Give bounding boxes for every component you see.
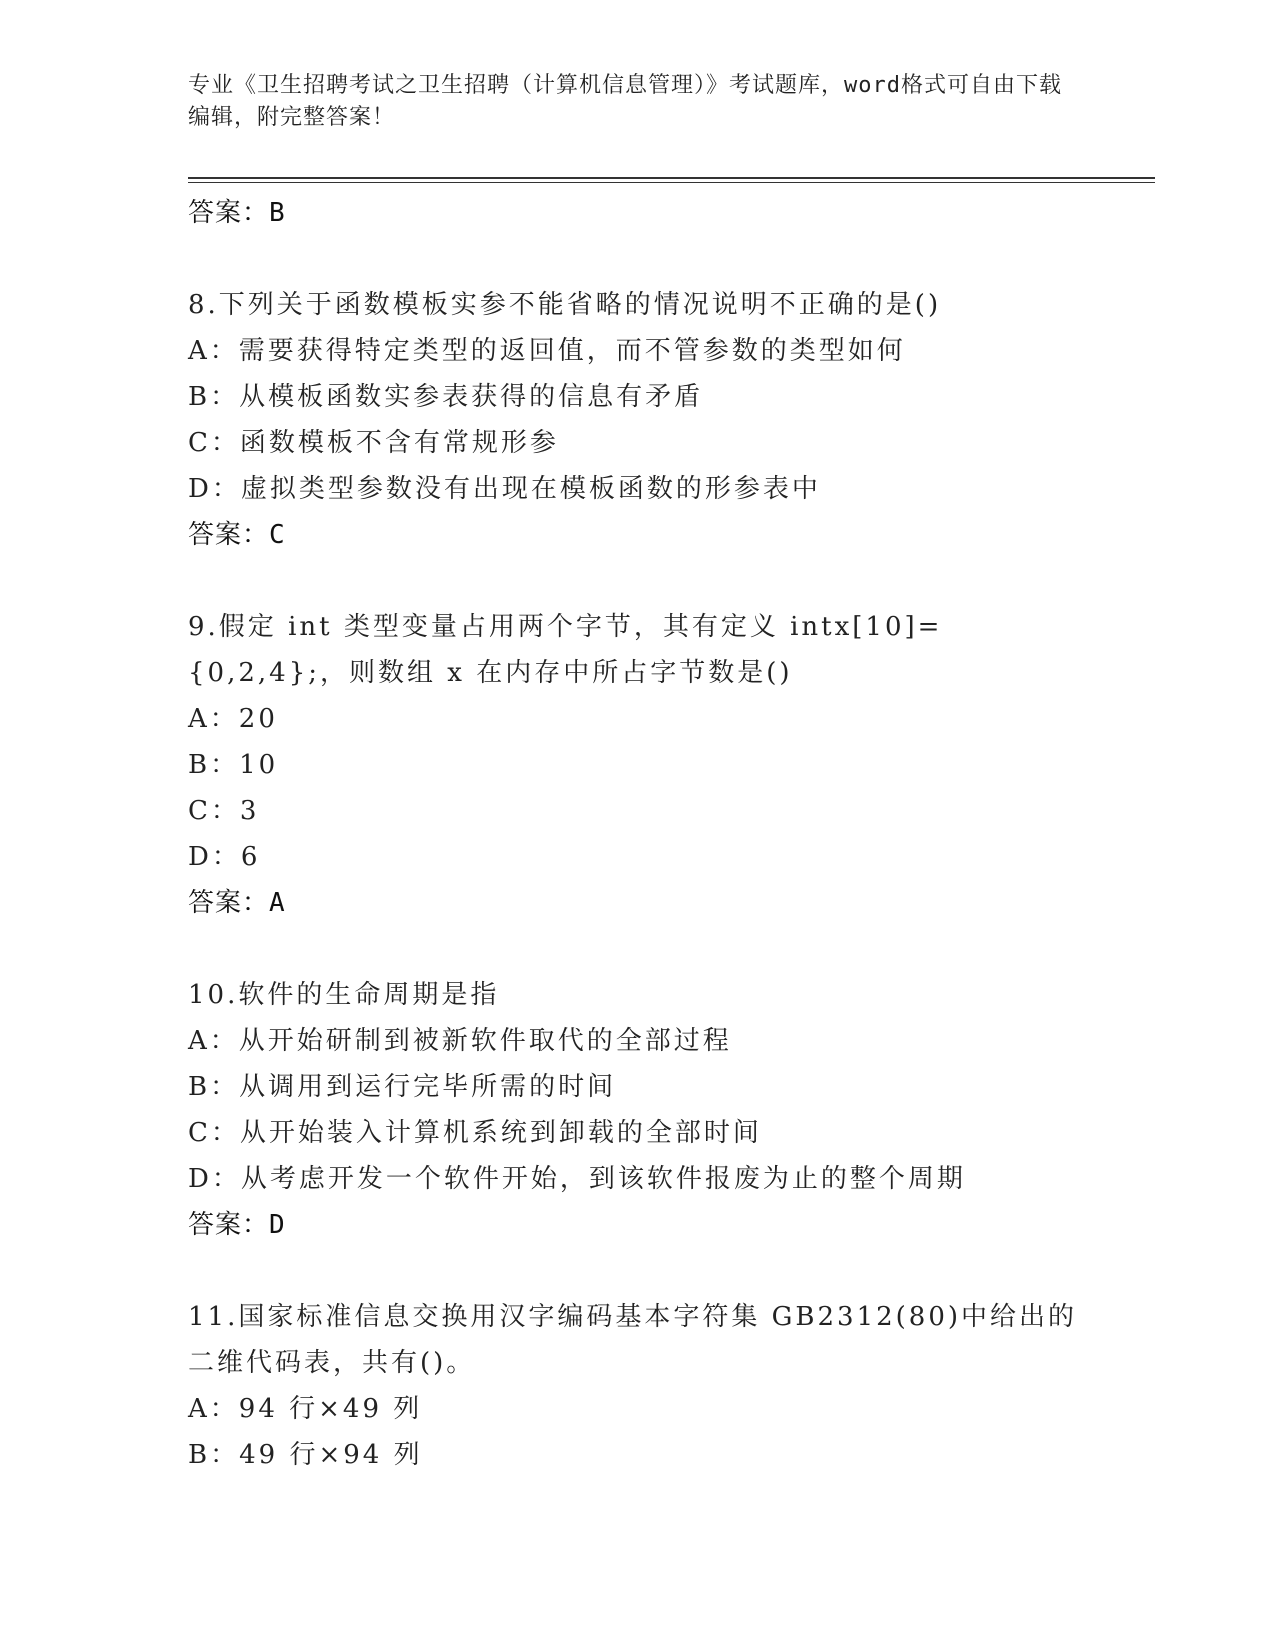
question-block-10 xyxy=(188,972,1088,1248)
option-b: B：10 xyxy=(188,750,279,780)
question-block-9 xyxy=(188,604,1088,926)
option-a: A：需要获得特定类型的返回值，而不管参数的类型如何 xyxy=(188,336,906,366)
option-c: C：3 xyxy=(188,796,260,826)
question-text: 10.软件的生命周期是指 xyxy=(188,980,500,1010)
answer-line: 答案：D xyxy=(188,1210,286,1240)
answer-line: 答案：B xyxy=(188,198,286,228)
question-text: 9.假定 int 类型变量占用两个字节，其有定义 intx[10]={0,2,4};，则数组 x 在内存中所占字节数是() xyxy=(188,612,943,688)
option-b: B：从调用到运行完毕所需的时间 xyxy=(188,1072,617,1102)
question-block-8 xyxy=(188,282,1088,558)
answer-line: 答案：A xyxy=(188,888,286,918)
question-block-11 xyxy=(188,1294,1088,1478)
option-c: C：从开始装入计算机系统到卸载的全部时间 xyxy=(188,1118,762,1148)
option-c: C：函数模板不含有常规形参 xyxy=(188,428,559,458)
option-d: D：6 xyxy=(188,842,261,872)
document-header: 专业《卫生招聘考试之卫生招聘（计算机信息管理）》考试题库，word格式可自由下载编辑，附完整答案！ xyxy=(188,73,1062,130)
option-a: A：从开始研制到被新软件取代的全部过程 xyxy=(188,1026,732,1056)
question-text: 8.下列关于函数模板实参不能省略的情况说明不正确的是() xyxy=(188,290,942,320)
option-b: B：49 行×94 列 xyxy=(188,1440,423,1470)
question-text: 11.国家标准信息交换用汉字编码基本字符集 GB2312(80)中给出的二维代码表，共有()。 xyxy=(188,1302,1078,1378)
answer-line: 答案：C xyxy=(188,520,286,550)
header-divider xyxy=(188,177,1155,183)
option-d: D：从考虑开发一个软件开始，到该软件报废为止的整个周期 xyxy=(188,1164,966,1194)
option-a: A：20 xyxy=(188,704,278,734)
question-list xyxy=(188,190,1088,1478)
option-a: A：94 行×49 列 xyxy=(188,1394,423,1424)
option-d: D：虚拟类型参数没有出现在模板函数的形参表中 xyxy=(188,474,821,504)
option-b: B：从模板函数实参表获得的信息有矛盾 xyxy=(188,382,704,412)
